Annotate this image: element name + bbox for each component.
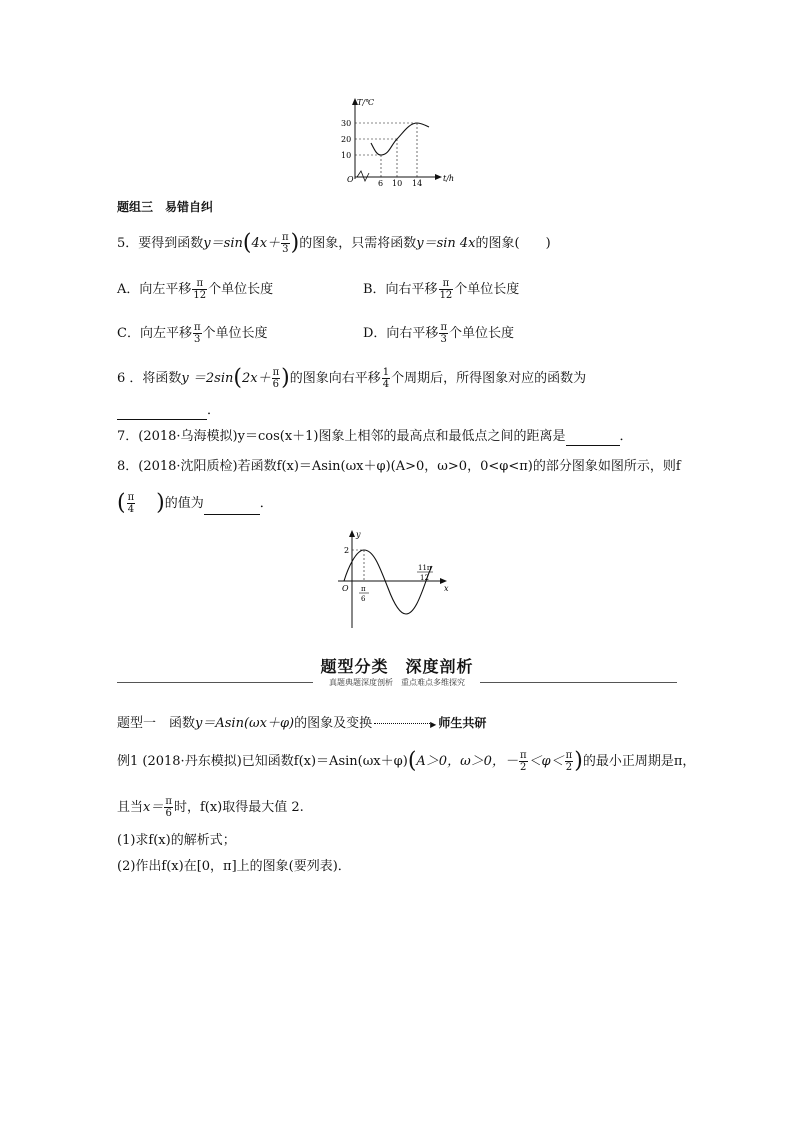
x-axis-label: t/h	[443, 174, 455, 183]
y-axis-arrow	[349, 530, 355, 537]
q5-func2: y＝sin 4x	[416, 236, 476, 251]
y-tick-30: 30	[341, 119, 352, 128]
question-7: 7．(2018·乌海模拟)y＝cos(x＋1)图象上相邻的最高点和最低点之间的距离是 ．	[117, 429, 633, 444]
q5-arg: 4x＋	[251, 236, 281, 251]
example-1-part2: (2)作出f(x)在[0，π]上的图象(要列表)．	[117, 859, 351, 874]
q5-option-a: A．向左平移 $\frac{\pi}{12}$ 个单位长度	[117, 278, 274, 301]
type1-tag: 师生共研	[438, 716, 487, 730]
example-1-line2: 且当x＝ $\frac{\pi}{6}$ 时，f(x)取得最大值 2.	[117, 796, 304, 819]
q6-answer-line: ．	[117, 402, 220, 420]
y-tick-10: 10	[341, 151, 352, 160]
tick-11pi12-den: 12	[420, 574, 429, 582]
question-8: 8．(2018·沈阳质检)若函数f(x)＝Asin(ωx＋φ)(A>0，ω>0，0<φ<π)的部分图象如图所示，则f	[117, 459, 681, 474]
x-tick-14: 14	[412, 179, 423, 187]
q8-line2: ( $\frac{\pi}{4}$ )的值为 ．	[117, 490, 273, 516]
question-6: 6 ．将函数y ＝2sin(2x＋ $\frac{\pi}{6}$ )的图象向右平移 $\frac{1}{4}$ 个周期后，所得图象对应的函数为	[117, 365, 587, 391]
x-tick-6: 6	[378, 179, 384, 187]
y-tick-20: 20	[341, 135, 352, 144]
y-axis-label: y	[356, 530, 361, 539]
tick-pi6-den: 6	[361, 595, 366, 603]
q7-blank[interactable]	[566, 431, 620, 446]
tick-pi6-num: π	[361, 585, 366, 593]
section-subtitle: 真题典题深度剖析 重点难点多维探究	[329, 678, 465, 687]
q6-blank[interactable]	[117, 405, 207, 420]
q5-text-b: 的图象，只需将函数	[299, 236, 417, 251]
q8-blank[interactable]	[204, 500, 260, 515]
axis-break	[357, 171, 369, 181]
q5-option-b: B．向右平移 $\frac{\pi}{12}$ 个单位长度	[363, 278, 520, 301]
q5-fraction: $\frac{\pi}{3}$	[282, 232, 289, 255]
q5-number: 5．	[117, 236, 139, 251]
sine-graph	[336, 528, 454, 630]
group3-heading: 题组三 易错自纠	[117, 200, 214, 214]
q5-text-c: 的图象( )	[475, 236, 551, 251]
example-1: 例1 (2018·丹东模拟)已知函数f(x)＝Asin(ωx＋φ)(A＞0，ω＞0，－ $\frac{\pi}{2}$ ＜φ＜ $\frac{\pi}{2}$ )的最小正周期是π，	[117, 748, 696, 774]
x-tick-10: 10	[392, 179, 403, 187]
question-5: 5．要得到函数y＝sin(4x＋ $\frac{\pi}{3}$ )的图象，只需将函数y＝sin 4x的图象( )	[117, 230, 551, 256]
section-title: 题型分类 深度剖析	[320, 657, 474, 676]
origin-label: O	[347, 175, 354, 184]
sine-curve	[344, 550, 432, 614]
x-axis-arrow	[435, 174, 442, 180]
tick-11pi12-num: 11π	[418, 564, 432, 572]
q5-option-d: D．向右平移 $\frac{\pi}{3}$ 个单位长度	[363, 322, 515, 345]
example-1-part1: (1)求f(x)的解析式；	[117, 833, 236, 848]
type1-heading: 题型一 函数y＝Asin(ωx＋φ)的图象及变换 ▶ 师生共研	[117, 716, 487, 731]
y-tick-2: 2	[344, 546, 350, 555]
x-axis-label: x	[444, 584, 449, 593]
y-axis-label: T/℃	[357, 98, 374, 107]
temperature-graph	[335, 95, 455, 187]
origin-label: O	[342, 584, 349, 593]
q5-option-c: C．向左平移 $\frac{\pi}{3}$ 个单位长度	[117, 322, 268, 345]
q5-text-a: 要得到函数	[138, 236, 204, 251]
q5-func1: y＝sin	[203, 236, 243, 251]
